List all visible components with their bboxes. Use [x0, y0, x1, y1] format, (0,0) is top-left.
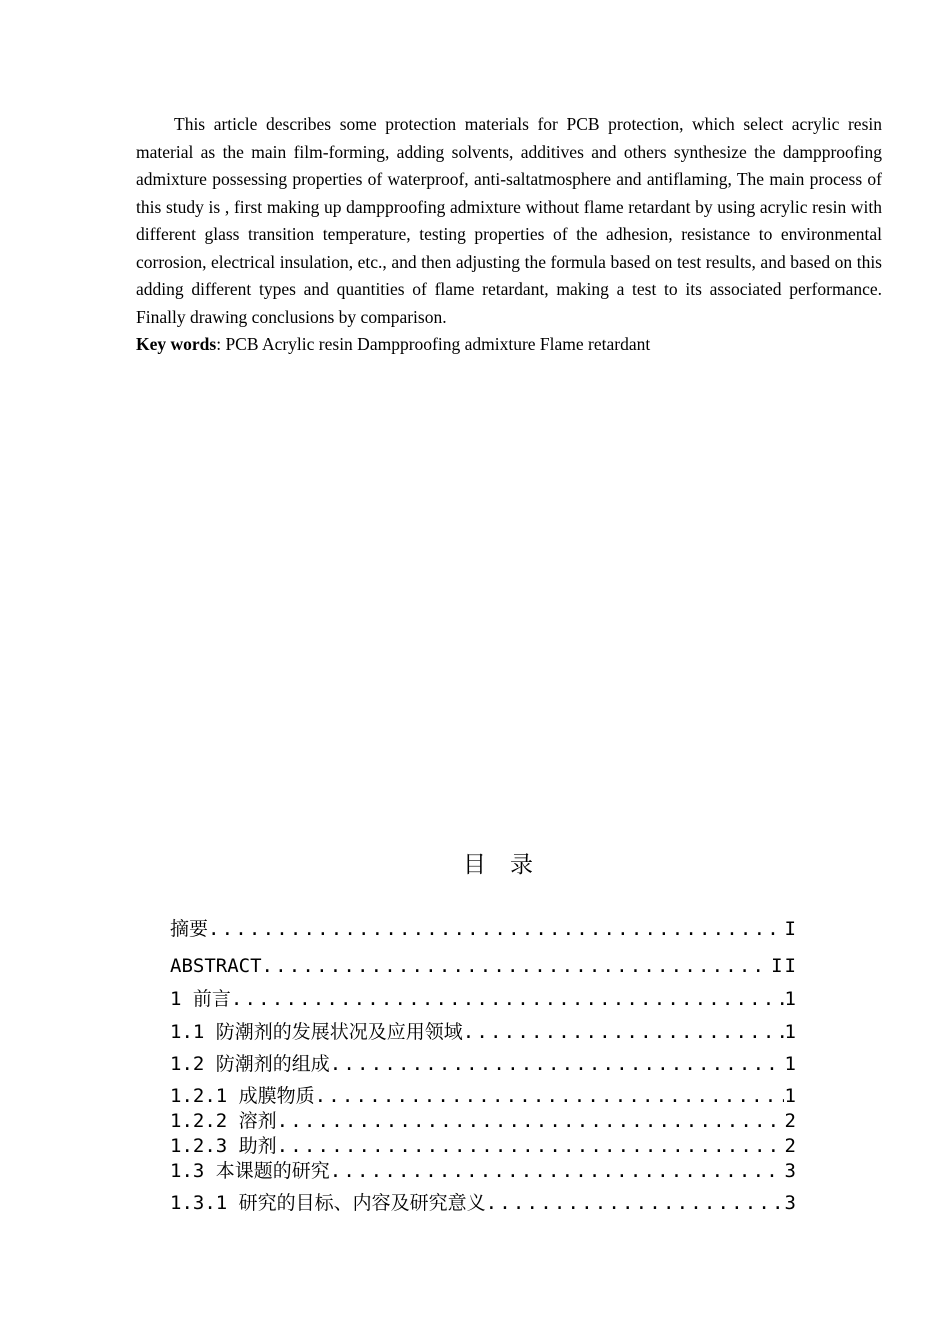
toc-dot-leader [330, 1051, 784, 1077]
toc-entry-page: 1 [784, 1053, 798, 1075]
toc-dot-leader [315, 1083, 784, 1109]
toc-dot-leader [277, 1108, 784, 1134]
toc-entry-page: 1 [784, 1021, 798, 1043]
toc-entry-label: 1.1 防潮剂的发展状况及应用领域 [170, 1021, 463, 1043]
keywords-label: Key words [136, 334, 217, 354]
abstract-body: This article describes some protection materials for PCB protection, which select acrylic resin material as the main film-forming, adding solvents, additives and others synthesize the dampproofing admixture possessing properties of waterproof, anti-saltatmosphere and antiflaming, The main process of this study is , first making up dampproofing admixture without flame retardant by using acrylic resin with different glass transition temperature, testing properties of the adhesion, resistance to environmental corrosion, electrical insulation, etc., and then adjusting the formula based on test results, and based on this adding different types and quantities of flame retardant, making a test to its associated performance. Finally drawing conclusions by comparison. [136, 114, 882, 327]
toc-entry-page: II [771, 955, 798, 977]
toc-dot-leader [330, 1158, 784, 1184]
abstract-section [136, 111, 882, 359]
toc-entry-page: 3 [784, 1160, 798, 1182]
toc-entry-page: 1 [784, 1085, 798, 1107]
toc-entry-page: 2 [784, 1110, 798, 1132]
toc-entry-page: 1 [784, 988, 798, 1010]
toc-title: 目录 [463, 852, 557, 878]
toc-entry-1-2[interactable] [170, 1051, 798, 1077]
toc-entry-page: 3 [784, 1192, 798, 1214]
toc-entry-label: 1.2.2 溶剂 [170, 1110, 277, 1132]
toc-dot-leader [277, 1133, 784, 1159]
toc-entry-1-2-2[interactable] [170, 1108, 798, 1134]
toc-dot-leader [231, 986, 784, 1012]
toc-entry-label: 1 前言 [170, 988, 231, 1010]
toc-entry-1-3-1[interactable] [170, 1190, 798, 1216]
toc-entry-label: 摘要 [170, 918, 209, 940]
keywords-line [136, 331, 882, 359]
toc-entry-1[interactable] [170, 986, 798, 1012]
toc-entry-label: 1.2.3 助剂 [170, 1135, 277, 1157]
toc-entry-label: ABSTRACT [170, 955, 262, 977]
toc-dot-leader [463, 1019, 784, 1045]
toc-entry-abstract-cn[interactable] [170, 916, 798, 942]
toc-entry-1-2-3[interactable] [170, 1133, 798, 1159]
toc-entry-1-1[interactable] [170, 1019, 798, 1045]
keywords-text: PCB Acrylic resin Dampproofing admixture Flame retardant [225, 334, 651, 354]
toc-entry-page: I [784, 918, 798, 940]
toc-dot-leader [208, 916, 784, 942]
toc-dot-leader [486, 1190, 784, 1216]
toc-entry-label: 1.2 防潮剂的组成 [170, 1053, 330, 1075]
toc-entry-label: 1.3 本课题的研究 [170, 1160, 330, 1182]
toc-entry-label: 1.3.1 研究的目标、内容及研究意义 [170, 1192, 486, 1214]
toc-entry-abstract-en[interactable] [170, 953, 798, 979]
toc-entry-1-3[interactable] [170, 1158, 798, 1184]
toc-entry-page: 2 [784, 1135, 798, 1157]
toc-entry-label: 1.2.1 成膜物质 [170, 1085, 315, 1107]
keywords-separator: : [216, 334, 226, 354]
toc-entry-1-2-1[interactable] [170, 1083, 798, 1109]
toc-dot-leader [262, 953, 771, 979]
